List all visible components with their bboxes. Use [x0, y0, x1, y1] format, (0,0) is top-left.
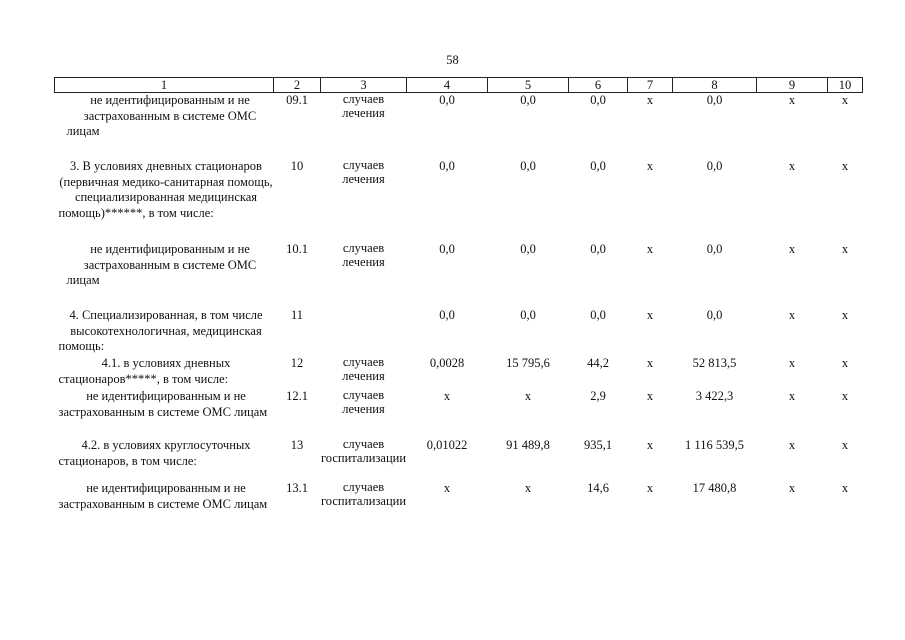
cell-col7: х: [646, 93, 654, 107]
column-header: 9: [757, 78, 828, 93]
row-name-cell: [55, 242, 274, 308]
cell-col10: х: [841, 159, 849, 173]
cell-col8: 3 422,3: [695, 389, 734, 403]
cell-col10: х: [841, 242, 849, 256]
cell-col9: х: [788, 389, 796, 403]
cell-col10: х: [841, 481, 849, 495]
cell-col9: х: [788, 438, 796, 452]
table-row: [55, 438, 863, 481]
row-name-cell: [55, 356, 274, 389]
cell-col7: х: [646, 308, 654, 322]
row-unit: случаев лечения: [342, 241, 385, 269]
cell-col4: 0,0: [439, 308, 455, 322]
cell-col9: х: [788, 159, 796, 173]
cell-col4: х: [443, 481, 451, 495]
cell-col8: 0,0: [706, 308, 723, 322]
row-unit: случаев госпитализации: [320, 437, 407, 465]
cell-col8: 52 813,5: [692, 356, 737, 370]
cell-col6: 44,2: [587, 356, 609, 370]
row-name: 4.2. в условиях круглосуточных стационаров, в том числе:: [58, 438, 251, 468]
cell-col4: 0,0: [439, 93, 455, 107]
row-unit: случаев лечения: [342, 388, 385, 416]
cell-col10: х: [841, 308, 849, 322]
cell-col6: 14,6: [587, 481, 609, 495]
row-unit: случаев лечения: [342, 355, 385, 383]
cell-col8: 0,0: [706, 242, 723, 256]
cell-col7: х: [646, 438, 654, 452]
cell-col5: 0,0: [520, 93, 536, 107]
row-name-cell: [55, 481, 274, 531]
data-table: [54, 77, 863, 531]
row-name: не идентифицированным и не застрахованным в системе ОМС лицам: [58, 389, 268, 419]
cell-col10: х: [841, 93, 849, 107]
cell-col7: х: [646, 481, 654, 495]
cell-col4: 0,0028: [429, 356, 465, 370]
cell-col5: х: [524, 389, 532, 403]
cell-col5: 91 489,8: [506, 438, 550, 452]
cell-col4: 0,0: [439, 242, 455, 256]
table-row: [55, 356, 863, 389]
cell-col7: х: [646, 389, 654, 403]
row-name: 4. Специализированная, в том числе высокотехнологичная, медицинская помощь:: [58, 308, 263, 353]
table-row: [55, 242, 863, 308]
cell-col6: 2,9: [590, 389, 606, 403]
cell-col9: х: [788, 242, 796, 256]
cell-col6: 0,0: [590, 93, 606, 107]
cell-col5: 0,0: [520, 242, 536, 256]
row-unit: случаев лечения: [342, 158, 385, 186]
table-row: [55, 93, 863, 160]
cell-col7: х: [646, 356, 654, 370]
column-header: 6: [569, 78, 628, 93]
table-row: [55, 308, 863, 356]
row-code: 09.1: [286, 93, 308, 107]
table-row: [55, 481, 863, 531]
cell-col6: 935,1: [583, 438, 613, 452]
cell-col8: 17 480,8: [692, 481, 737, 495]
row-unit: случаев лечения: [342, 92, 385, 120]
row-name: 3. В условиях дневных стационаров (первичная медико-санитарная помощь, специализированная медицинская помощь)******, в том числе:: [58, 159, 273, 220]
column-header: 8: [673, 78, 757, 93]
cell-col7: х: [646, 159, 654, 173]
row-code: 13: [290, 438, 304, 452]
cell-col9: х: [788, 308, 796, 322]
row-code: 10.1: [286, 242, 308, 256]
cell-col5: х: [524, 481, 532, 495]
cell-col8: 1 116 539,5: [685, 438, 744, 452]
cell-col9: х: [788, 356, 796, 370]
cell-col6: 0,0: [590, 242, 606, 256]
cell-col6: 0,0: [590, 159, 606, 173]
row-name: не идентифицированным и не застрахованным в системе ОМС лицам: [66, 93, 257, 138]
cell-col4: х: [443, 389, 451, 403]
row-name-cell: [55, 308, 274, 356]
column-header: 5: [488, 78, 569, 93]
column-header: 1: [55, 78, 274, 93]
column-header: 7: [628, 78, 673, 93]
row-unit: случаев госпитализации: [320, 480, 407, 508]
column-header: 10: [828, 78, 863, 93]
row-name: не идентифицированным и не застрахованным в системе ОМС лицам: [58, 481, 268, 511]
cell-col4: 0,01022: [426, 438, 468, 452]
row-name: 4.1. в условиях дневных стационаров*****, в том числе:: [58, 356, 231, 386]
cell-col4: 0,0: [439, 159, 455, 173]
row-unit: [321, 308, 407, 356]
column-header: 3: [321, 78, 407, 93]
cell-col8: 0,0: [706, 159, 723, 173]
header-row: [55, 78, 863, 93]
page-number: 58: [446, 53, 459, 67]
row-name-cell: [55, 93, 274, 160]
row-code: 11: [290, 308, 304, 322]
row-name-cell: [55, 389, 274, 438]
column-header: 2: [274, 78, 321, 93]
cell-col9: х: [788, 481, 796, 495]
cell-col8: 0,0: [706, 93, 723, 107]
cell-col5: 15 795,6: [506, 356, 550, 370]
cell-col5: 0,0: [520, 308, 536, 322]
column-header: 4: [407, 78, 488, 93]
cell-col6: 0,0: [590, 308, 606, 322]
row-name: не идентифицированным и не застрахованным в системе ОМС лицам: [66, 242, 257, 287]
cell-col9: х: [788, 93, 796, 107]
row-code: 13.1: [286, 481, 308, 495]
table-row: [55, 389, 863, 438]
row-code: 12.1: [286, 389, 308, 403]
row-code: 10: [290, 159, 304, 173]
row-code: 12: [290, 356, 304, 370]
cell-col10: х: [841, 389, 849, 403]
cell-col10: х: [841, 356, 849, 370]
row-name-cell: [55, 438, 274, 481]
cell-col5: 0,0: [520, 159, 536, 173]
row-name-cell: [55, 159, 274, 242]
table-row: [55, 159, 863, 242]
cell-col7: х: [646, 242, 654, 256]
cell-col10: х: [841, 438, 849, 452]
